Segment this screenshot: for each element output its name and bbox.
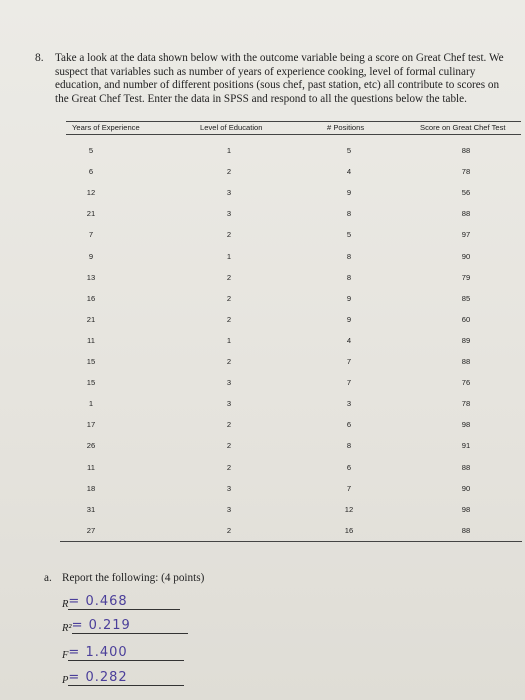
- score-cell: 89: [461, 335, 471, 345]
- score-cell: 56: [461, 188, 471, 198]
- years-cell: 11: [87, 335, 95, 345]
- years-cell: 26: [86, 441, 96, 451]
- stat-r-squared-label: R²: [62, 623, 72, 634]
- score-cell: 98: [461, 420, 471, 430]
- header-level-education: Level of Education: [200, 123, 263, 132]
- education-cell: 2: [226, 272, 232, 282]
- question-number: 8.: [35, 52, 44, 64]
- question-text: Take a look at the data shown below with the outcome variable being a score on Great Chef test. We suspect that variables such as number of years of experience cooking, level of formal culinary education, and number of different positions (sous chef, past station, etc) all contribute to scores on the Great Chef Test. Enter the data in SPSS and respond to all the questions below the table.: [55, 52, 504, 105]
- education-cell: 2: [226, 357, 232, 366]
- positions-cell: 9: [346, 188, 352, 198]
- positions-cell: 7: [346, 357, 352, 366]
- stat-f-label: F: [62, 650, 69, 661]
- score-cell: 88: [461, 209, 471, 219]
- stat-p-answer: = 0.282: [68, 670, 128, 685]
- years-cell: 31: [86, 504, 96, 514]
- positions-cell: 9: [346, 293, 352, 303]
- education-cell: 2: [226, 441, 232, 451]
- years-cell: 7: [88, 230, 94, 240]
- education-cell: 3: [226, 209, 232, 219]
- table-bottom-rule: [60, 541, 522, 542]
- header-chef-score: Score on Great Chef Test: [420, 123, 506, 132]
- years-cell: 15: [86, 357, 96, 366]
- years-cell: 27: [86, 525, 96, 535]
- positions-cell: 3: [346, 399, 352, 409]
- part-a-marker: a.: [44, 572, 52, 584]
- score-cell: 88: [461, 462, 471, 472]
- education-cell: 1: [226, 335, 232, 345]
- education-cell: 2: [226, 462, 232, 472]
- education-cell: 2: [226, 293, 232, 303]
- positions-cell: 8: [346, 272, 352, 282]
- score-cell: 78: [461, 399, 471, 409]
- positions-cell: 6: [346, 462, 352, 472]
- education-cell: 3: [226, 399, 232, 409]
- education-cell: 3: [226, 504, 232, 514]
- score-cell: 78: [461, 167, 471, 177]
- stat-r-answer: = 0.468: [68, 594, 128, 609]
- years-cell: 18: [86, 483, 96, 493]
- positions-cell: 9: [346, 314, 352, 324]
- positions-cell: 4: [346, 335, 352, 345]
- part-a-label: Report the following: (4 points): [62, 572, 205, 584]
- score-cell: 98: [461, 504, 471, 514]
- education-cell: 1: [226, 251, 232, 261]
- education-cell: 2: [226, 230, 232, 240]
- years-cell: 21: [86, 314, 96, 324]
- stat-p-label: P: [62, 675, 69, 686]
- education-cell: 2: [226, 420, 232, 430]
- years-cell: 16: [86, 293, 96, 303]
- education-cell: 2: [226, 167, 232, 177]
- header-years-experience: Years of Experience: [72, 123, 140, 132]
- years-cell: 9: [88, 251, 94, 261]
- positions-cell: 7: [346, 483, 352, 493]
- positions-cell: 5: [346, 230, 352, 240]
- positions-cell: 7: [346, 378, 352, 388]
- score-cell: 76: [461, 378, 471, 388]
- score-cell: 90: [461, 483, 471, 493]
- years-cell: 21: [86, 209, 96, 219]
- table-header-rule: [66, 134, 521, 135]
- stat-r-squared-answer: = 0.219: [71, 618, 131, 633]
- header-positions: # Positions: [327, 123, 365, 132]
- education-cell: 1: [226, 146, 232, 155]
- stat-r-squared: [62, 618, 188, 634]
- positions-cell: 8: [346, 209, 352, 219]
- education-cell: 2: [226, 525, 232, 535]
- stat-p: [62, 670, 184, 686]
- positions-cell: 4: [346, 167, 352, 177]
- positions-cell: 8: [346, 251, 352, 261]
- education-cell: 3: [226, 483, 232, 493]
- years-cell: 11: [87, 462, 95, 472]
- score-cell: 85: [461, 293, 471, 303]
- positions-cell: 16: [344, 525, 354, 535]
- score-cell: 88: [461, 525, 471, 535]
- stat-r: [62, 594, 180, 610]
- education-cell: 3: [226, 188, 232, 198]
- positions-cell: 12: [344, 504, 354, 514]
- years-cell: 12: [86, 188, 96, 198]
- years-cell: 13: [86, 272, 96, 282]
- score-cell: 97: [461, 230, 471, 240]
- positions-cell: 5: [346, 146, 352, 155]
- score-cell: 79: [461, 272, 471, 282]
- years-cell: 15: [86, 378, 96, 388]
- years-cell: 6: [88, 167, 94, 177]
- table-top-rule: [66, 121, 521, 122]
- positions-cell: 6: [346, 420, 352, 430]
- years-cell: 1: [88, 399, 94, 409]
- score-cell: 90: [461, 251, 471, 261]
- education-cell: 3: [226, 378, 232, 388]
- score-cell: 88: [461, 146, 471, 155]
- score-cell: 60: [461, 314, 471, 324]
- stat-f-answer: = 1.400: [68, 645, 128, 660]
- stat-f: [62, 645, 184, 661]
- score-cell: 88: [461, 357, 471, 366]
- years-cell: 17: [86, 420, 96, 430]
- positions-cell: 8: [346, 441, 352, 451]
- education-cell: 2: [226, 314, 232, 324]
- score-cell: 91: [461, 441, 471, 451]
- stat-r-label: R: [62, 599, 69, 610]
- years-cell: 5: [88, 146, 94, 155]
